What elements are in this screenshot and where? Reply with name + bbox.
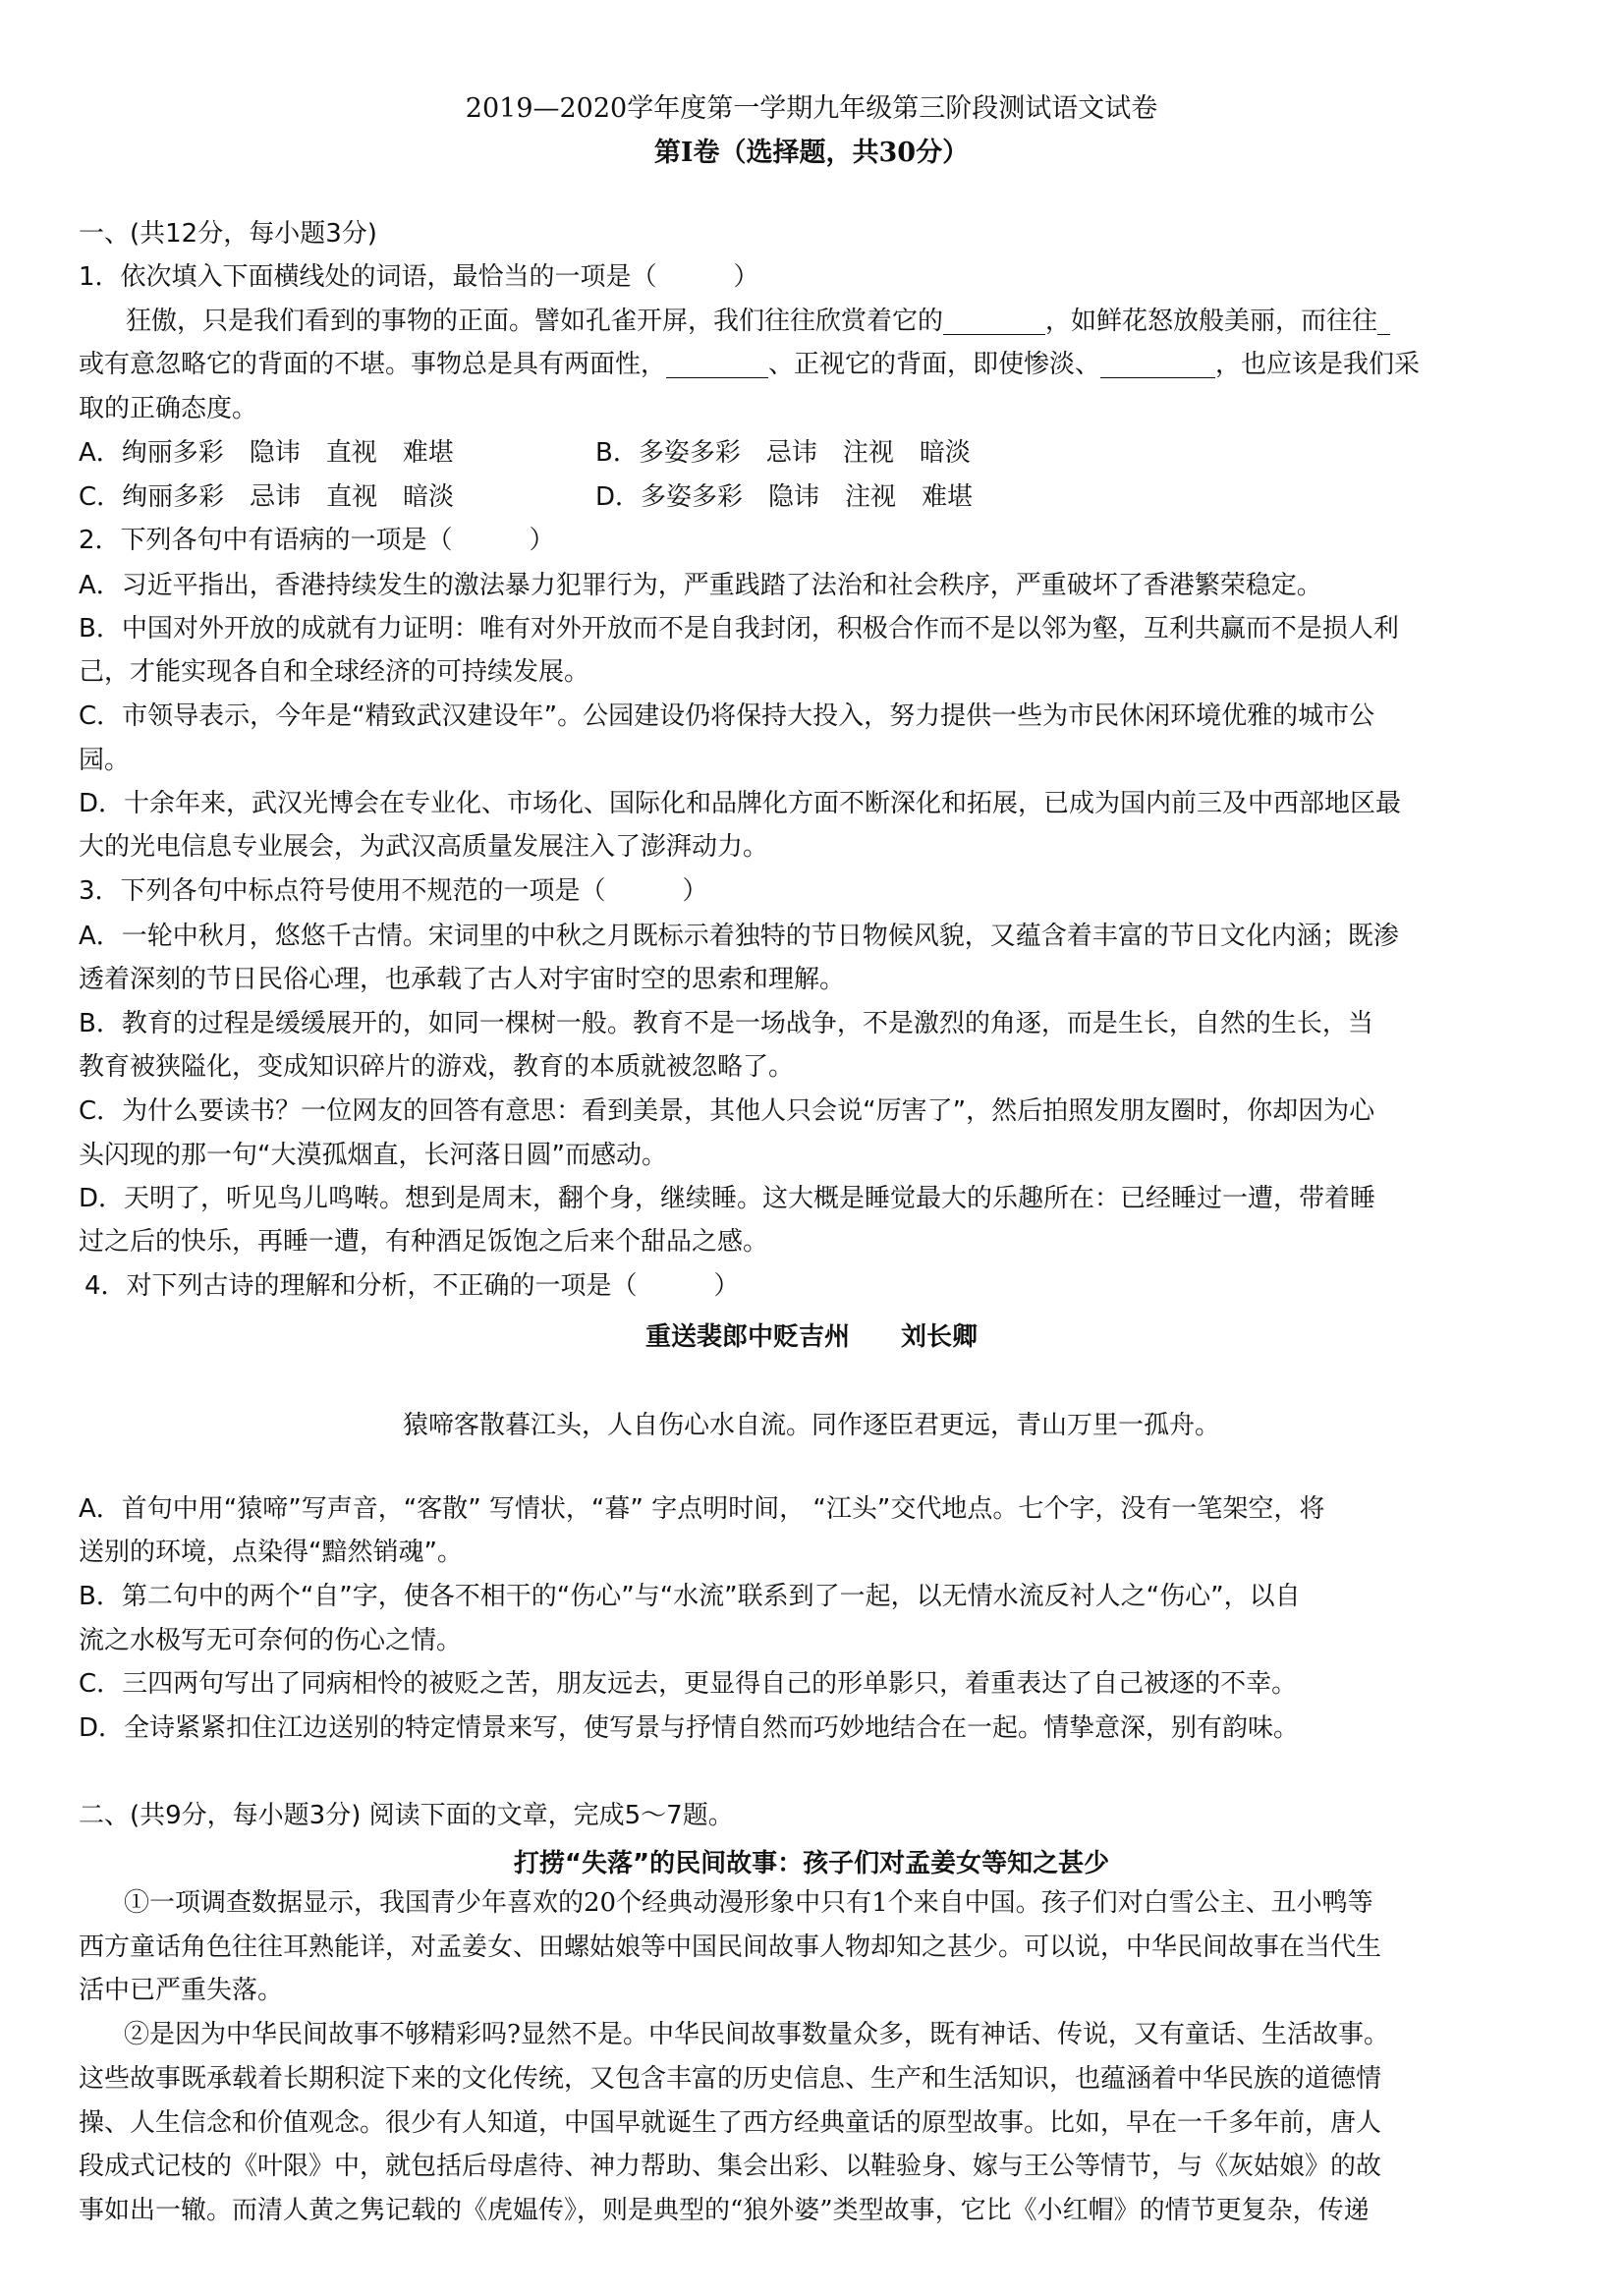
article-paragraph-2-cont: 这些故事既承载着长期积淀下来的文化传统，又包含丰富的历史信息、生产和生活知识，也蕴涵着中华民族的道德情	[79, 2064, 1382, 2094]
article-paragraph-1-cont: 西方童话角色往往耳熟能详，对孟姜女、田螺姑娘等中国民间故事人物却知之甚少。可以说，中华民间故事在当代生	[79, 1932, 1382, 1962]
q3-option-b-cont: 教育被狭隘化，变成知识碎片的游戏，教育的本质就被忽略了。	[79, 1052, 795, 1082]
exam-title: 2019—2020学年度第一学期九年级第三阶段测试语文试卷	[465, 93, 1158, 124]
part1-heading: 一、(共12分，每小题3分)	[79, 219, 377, 249]
q3-stem: 3．下列各句中标点符号使用不规范的一项是（ ）	[79, 876, 708, 906]
q1-passage-line: 取的正确态度。	[79, 394, 258, 423]
q1-stem: 1．依次填入下面横线处的词语，最恰当的一项是（ ）	[79, 262, 759, 292]
q3-option-a-cont: 透着深刻的节日民俗心理，也承载了古人对宇宙时空的思索和理解。	[79, 965, 846, 994]
article-paragraph-2: ②是因为中华民间故事不够精彩吗?显然不是。中华民间故事数量众多，既有神话、传说，又有童话、生活故事。	[124, 2020, 1389, 2049]
q2-option-c-cont: 园。	[79, 746, 131, 775]
q1-option-b: B．多姿多彩 忌讳 注视 暗淡	[595, 438, 971, 468]
q4-option-a: A．首句中用“猿啼”写声音，“客散” 写情状，“暮” 字点明时间， “江头”交代地点。七个字，没有一笔架空，将	[79, 1494, 1325, 1524]
q1-passage-line: 狂傲，只是我们看到的事物的正面。譬如孔雀开屏，我们往往欣赏着它的________，如鲜花怒放般美丽，而往往_	[126, 307, 1391, 336]
q3-option-a: A．一轮中秋月，悠悠千古情。宋词里的中秋之月既标示着独特的节日物候风貌，又蕴含着丰富的节日文化内涵；既渗	[79, 922, 1399, 951]
article-paragraph-1-cont: 活中已严重失落。	[79, 1976, 284, 2005]
part2-heading: 二、(共9分，每小题3分) 阅读下面的文章，完成5～7题。	[79, 1801, 734, 1830]
q2-option-c: C．市领导表示，今年是“精致武汉建设年”。公园建设仍将保持大投入，努力提供一些为市民休闲环境优雅的城市公	[79, 701, 1375, 731]
poem-body: 猿啼客散暮江头，人自伤心水自流。同作逐臣君更远，青山万里一孤舟。	[402, 1411, 1220, 1440]
q4-option-c: C．三四两句写出了同病相怜的被贬之苦，朋友远去，更显得自己的形单影只，着重表达了自己被逐的不幸。	[79, 1669, 1298, 1699]
q3-option-d: D．天明了，听见鸟儿鸣啭。想到是周末，翻个身，继续睡。这大概是睡觉最大的乐趣所在：已经睡过一遭，带着睡	[79, 1184, 1376, 1213]
q3-option-c-cont: 头闪现的那一句“大漠孤烟直，长河落日圆”而感动。	[79, 1141, 667, 1170]
q2-option-d: D．十余年来，武汉光博会在专业化、市场化、国际化和品牌化方面不断深化和拓展，已成为国内前三及中西部地区最	[79, 789, 1402, 818]
q4-option-a-cont: 送别的环境，点染得“黯然销魂”。	[79, 1538, 463, 1567]
q1-passage-line: 或有意忽略它的背面的不堪。事物总是具有两面性，________、正视它的背面，即使惨淡、_________，也应该是我们采	[79, 350, 1421, 379]
q1-option-a: A．绚丽多彩 隐讳 直视 难堪	[79, 438, 454, 468]
q2-option-d-cont: 大的光电信息专业展会，为武汉高质量发展注入了澎湃动力。	[79, 832, 769, 862]
q1-option-c: C．绚丽多彩 忌讳 直视 暗淡	[79, 482, 455, 512]
q2-option-b-cont: 己，才能实现各自和全球经济的可持续发展。	[79, 657, 590, 687]
q4-option-b-cont: 流之水极写无可奈何的伤心之情。	[79, 1626, 463, 1655]
article-paragraph-1: ①一项调查数据显示，我国青少年喜欢的20个经典动漫形象中只有1个来自中国。孩子们对白雪公主、丑小鸭等	[124, 1888, 1373, 1918]
q4-stem: 4．对下列古诗的理解和分析，不正确的一项是（ ）	[84, 1271, 740, 1301]
exam-subtitle: 第Ⅰ卷（选择题，共30分）	[653, 138, 970, 168]
q4-option-d: D．全诗紧紧扣住江边送别的特定情景来写，使写景与抒情自然而巧妙地结合在一起。情挚意深，别有韵味。	[79, 1713, 1300, 1743]
q3-option-c: C．为什么要读书？一位网友的回答有意思：看到美景，其他人只会说“厉害了”，然后拍照发朋友圈时，你却因为心	[79, 1096, 1375, 1126]
q3-option-d-cont: 过之后的快乐，再睡一遭，有种酒足饭饱之后来个甜品之感。	[79, 1227, 769, 1257]
article-title: 打捞“失落”的民间故事：孩子们对孟姜女等知之甚少	[513, 1849, 1110, 1878]
q2-option-a: A．习近平指出，香港持续发生的激法暴力犯罪行为，严重践踏了法治和社会秩序，严重破坏了香港繁荣稳定。	[79, 571, 1322, 600]
q4-option-b: B．第二句中的两个“自”字，使各不相干的“伤心”与“水流”联系到了一起，以无情水流反衬人之“伤心”，以自	[79, 1582, 1301, 1611]
article-paragraph-2-cont: 事如出一辙。而清人黄之隽记载的《虎媪传》，则是典型的“狼外婆”类型故事，它比《小红帽》的情节更复杂，传递	[79, 2196, 1370, 2225]
article-paragraph-2-cont: 段成式记枝的《叶限》中，就包括后母虐待、神力帮助、集会出彩、以鞋验身、嫁与王公等情节，与《灰姑娘》的故	[79, 2152, 1382, 2181]
q2-stem: 2．下列各句中有语病的一项是（ ）	[79, 526, 555, 555]
poem-title: 重送裴郎中贬吉州 刘长卿	[644, 1322, 978, 1352]
q1-option-d: D．多姿多彩 隐讳 注视 难堪	[595, 482, 974, 512]
q2-option-b: B．中国对外开放的成就有力证明：唯有对外开放而不是自我封闭，积极合作而不是以邻为壑，互利共赢而不是损人利	[79, 614, 1399, 644]
q3-option-b: B．教育的过程是缓缓展开的，如同一棵树一般。教育不是一场战争，不是激烈的角逐，而是生长，自然的生长，当	[79, 1009, 1373, 1038]
article-paragraph-2-cont: 操、人生信念和价值观念。很少有人知道，中国早就诞生了西方经典童话的原型故事。比如，早在一千多年前，唐人	[79, 2108, 1382, 2138]
